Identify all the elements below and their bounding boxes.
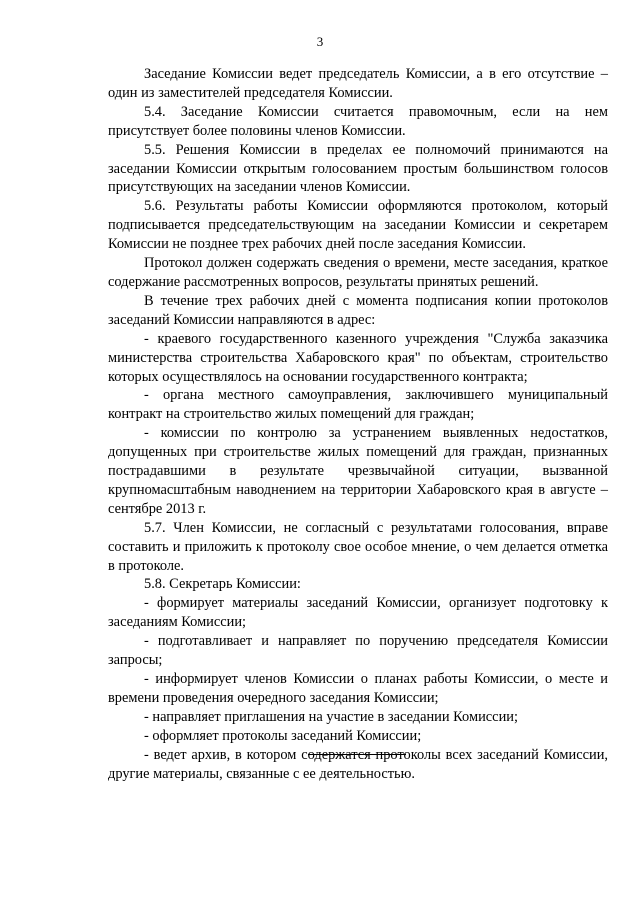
- list-item-secretary-materials: - формирует материалы заседаний Комиссии, организует подготовку к заседаниям Комиссии;: [108, 595, 608, 631]
- paragraph-5-6-results: 5.6. Результаты работы Комиссии оформляются протоколом, который подписывается председательствующим на заседании Комиссии и секретарем Комиссии не позднее трех рабочих дней после заседания Комиссии.: [108, 198, 608, 253]
- list-item-recipient-customer-service: - краевого государственного казенного учреждения "Служба заказчика министерства строительства Хабаровского края" по объектам, строительство которых осуществлялось на основании государственного контракта;: [108, 330, 608, 385]
- paragraph-chairman: Заседание Комиссии ведет председатель Комиссии, а в его отсутствие – один из заместителей председателя Комиссии.: [108, 66, 608, 101]
- closing-divider: [308, 754, 406, 755]
- paragraph-5-7-dissent: 5.7. Член Комиссии, не согласный с результатами голосования, вправе составить и приложить к протоколу свое особое мнение, о чем делается отметка в протоколе.: [108, 519, 608, 574]
- list-item-recipient-control-commission: - комиссии по контролю за устранением выявленных недостатков, допущенных при строительстве жилых помещений для граждан, признанных пострадавшими в результате чрезвычайной ситуации, вызванной крупномасштабным наводнением на территории Хабаровского края в августе – сентябре 2013 г.: [108, 425, 608, 517]
- list-item-secretary-informs: - информирует членов Комиссии о планах работы Комиссии, о месте и времени проведения очередного заседания Комиссии;: [108, 671, 608, 706]
- document-body: [108, 65, 608, 783]
- paragraph-5-5-decisions: 5.5. Решения Комиссии в пределах ее полномочий принимаются на заседании Комиссии открытым голосованием простым большинством голосов присутствующих на заседании членов Комиссии.: [108, 141, 608, 196]
- list-item-secretary-archive: - ведет архив, в котором содержатся протоколы всех заседаний Комиссии, другие материалы, связанные с ее деятельностью.: [108, 746, 608, 782]
- page-number: 3: [316, 34, 324, 49]
- paragraph-protocol-contents: Протокол должен содержать сведения о времени, месте заседания, краткое содержание рассмотренных вопросов, результаты принятых решений.: [108, 255, 608, 290]
- list-item-secretary-invitations: - направляет приглашения на участие в заседании Комиссии;: [144, 708, 518, 725]
- paragraph-protocol-distribution: В течение трех рабочих дней с момента подписания копии протоколов заседаний Комиссии направляются в адрес:: [108, 292, 608, 328]
- paragraph-5-8-secretary: 5.8. Секретарь Комиссии:: [144, 576, 301, 593]
- list-item-recipient-local-government: - органа местного самоуправления, заключившего муниципальный контракт на строительство жилых помещений для граждан;: [108, 387, 608, 423]
- paragraph-5-4-quorum: 5.4. Заседание Комиссии считается правомочным, если на нем присутствует более половины членов Комиссии.: [108, 103, 608, 139]
- list-item-secretary-requests: - подготавливает и направляет по поручению председателя Комиссии запросы;: [108, 633, 608, 669]
- list-item-secretary-protocols: - оформляет протоколы заседаний Комиссии;: [144, 727, 422, 744]
